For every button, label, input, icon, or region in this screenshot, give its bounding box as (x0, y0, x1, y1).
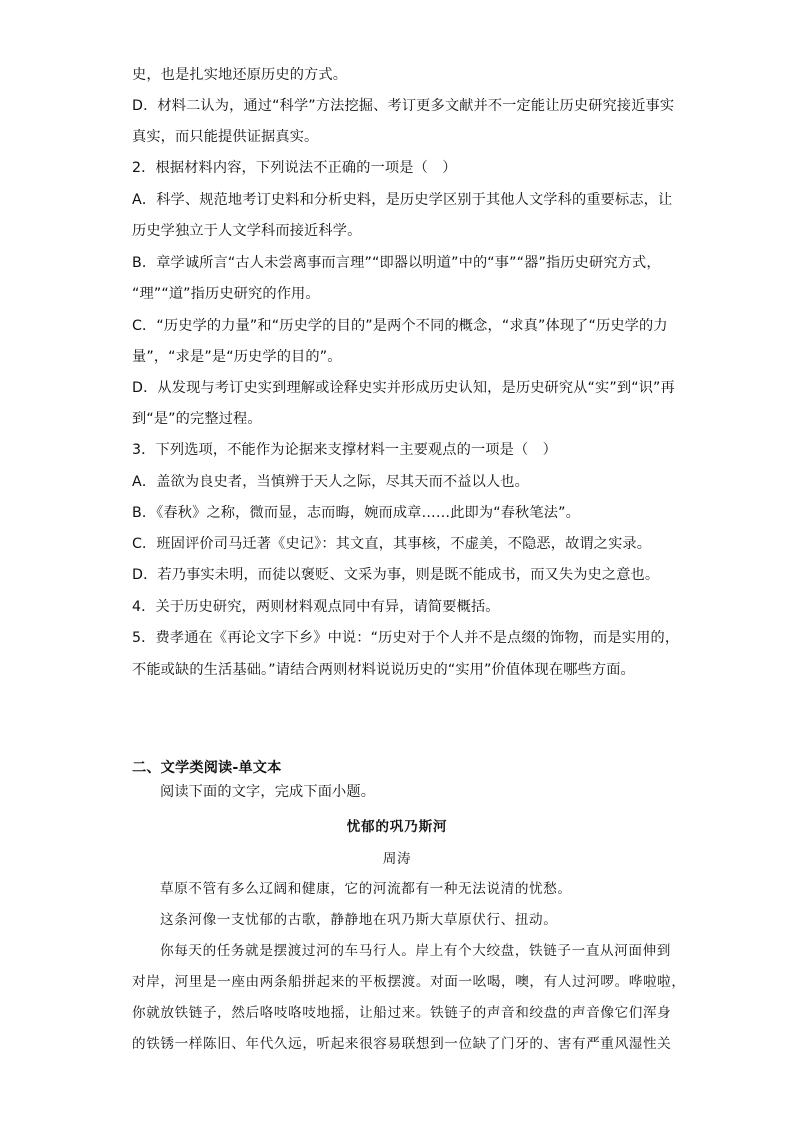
option-d-line: D．若乃事实未明，而徒以褒贬、文采为事，则是既不能成书，而又失为史之意也。 (132, 567, 660, 583)
option-d-line: 到“是”的完整过程。 (132, 411, 262, 427)
passage-line: 草原不管有多么辽阔和健康，它的河流都有一种无法说清的忧愁。 (160, 881, 572, 897)
option-c-line: C．“历史学的力量”和“历史学的目的”是两个不同的概念，“求真”体现了“历史学的力 (132, 318, 668, 334)
question-4: 4．关于历史研究，两则材料观点同中有异，请简要概括。 (132, 599, 500, 615)
question-3: 3．下列选项，不能作为论据来支撑材料一主要观点的一项是（ ） (132, 442, 557, 458)
section-instruction: 阅读下面的文字，完成下面小题。 (160, 784, 376, 800)
passage-line: 这条河像一支忧郁的古歌，静静地在巩乃斯大草原伏行、扭动。 (160, 912, 558, 928)
text-line: 史，也是扎实地还原历史的方式。 (132, 67, 348, 83)
option-b-line: “理”“道”指历史研究的作用。 (132, 286, 320, 302)
option-b-line: B．《春秋》之称，微而显，志而晦，婉而成章……此即为“春秋笔法”。 (132, 505, 580, 521)
option-d-line: 真实，而只能提供证据真实。 (132, 129, 319, 145)
passage-line: 的铁锈一样陈旧、年代久远，听起来很容易联想到一位缺了门牙的、害有严重风湿性关 (132, 1036, 672, 1052)
passage-line: 对岸，河里是一座由两条船拼起来的平板摆渡。对面一吆喝，噢，有人过河啰。哗啦啦， (132, 974, 686, 990)
option-c-line: C．班固评价司马迁著《史记》：其文直，其事核，不虚美，不隐恶，故谓之实录。 (132, 536, 652, 552)
option-d-line: D．从发现与考订史实到理解或诠释史实并形成历史认知，是历史研究从“实”到“识”再 (132, 380, 675, 396)
passage-line: 你就放铁链子，然后咯吱咯吱地摇，让船过来。铁链子的声音和绞盘的声音像它们浑身 (132, 1005, 672, 1021)
passage-title: 忧郁的巩乃斯河 (346, 819, 448, 835)
option-b-line: B．章学诚所言“古人未尝离事而言理”“即器以明道”中的“事”“器”指历史研究方式， (132, 255, 661, 271)
section-heading: 二、文学类阅读-单文本 (132, 760, 282, 776)
option-a-line: 历史学独立于人文学科而接近科学。 (132, 223, 362, 239)
question-5: 5．费孝通在《再论文字下乡》中说：“历史对于个人并不是点缀的饰物，而是实用的， (132, 630, 680, 646)
passage-author: 周涛 (382, 851, 412, 867)
question-5: 不能或缺的生活基础。”请结合两则材料说说历史的“实用”价值体现在哪些方面。 (132, 662, 635, 678)
option-c-line: 量”，“求是”是“历史学的目的”。 (132, 349, 342, 365)
passage-line: 你每天的任务就是摆渡过河的车马行人。岸上有个大绞盘，铁链子一直从河面伸到 (160, 943, 671, 959)
option-d-line: D．材料二认为，通过“科学”方法挖掘、考订更多文献并不一定能让历史研究接近事实 (132, 98, 675, 114)
option-a-line: A．盖欲为良史者，当慎辨于天人之际，尽其天而不益以人也。 (132, 474, 529, 490)
option-a-line: A．科学、规范地考订史料和分析史料，是历史学区别于其他人文学科的重要标志，让 (132, 192, 673, 208)
question-2: 2．根据材料内容，下列说法不正确的一项是（ ） (132, 160, 457, 176)
